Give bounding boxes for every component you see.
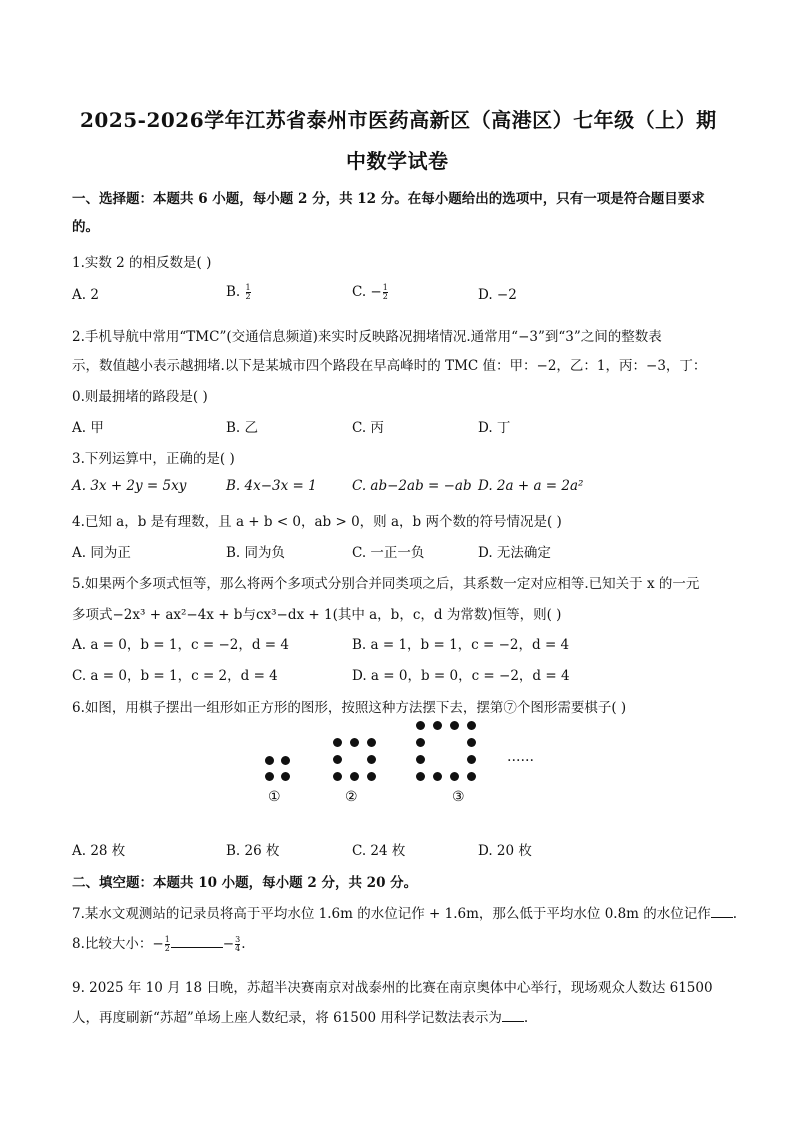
q3-option-b: B. 4x−3x = 1 (226, 478, 317, 494)
title-line-1: 2025-2026学年江苏省泰州市医药高新区（高港区）七年级（上）期 (80, 108, 717, 132)
q3-stem: 3.下列运算中，正确的是( ) (72, 451, 235, 467)
answer-blank (711, 905, 733, 918)
section-1-heading-cont: 的。 (72, 219, 99, 235)
section-1-heading: 一、选择题：本题共 6 小题，每小题 2 分，共 12 分。在每小题给出的选项中，只有一项是符合题目要求 (72, 191, 705, 207)
chess-piece (367, 738, 376, 747)
q9-stem-line-1: 9. 2025 年 10 月 18 日晚，苏超半决赛南京对战泰州的比赛在南京奥体中心举行，现场观众人数达 61500 (72, 980, 713, 996)
chess-piece (333, 738, 342, 747)
q1-option-b: B. $\frac{1}{2}$ (226, 283, 251, 301)
chess-piece (350, 772, 359, 781)
q4-option-c: C. 一正一负 (352, 545, 425, 561)
q3-option-a: A. 3x + 2y = 5xy (72, 478, 187, 494)
q2-option-d: D. 丁 (478, 420, 511, 436)
q6-stem: 6.如图，用棋子摆出一组形如正方形的图形，按照这种方法摆下去，摆第⑦个图形需要棋子( ) (72, 700, 627, 716)
fraction: $\frac{1}{2}$ (164, 935, 170, 953)
chess-piece (416, 721, 425, 730)
chess-piece (433, 721, 442, 730)
answer-blank (171, 935, 223, 948)
q5-option-d: D. a = 0，b = 0，c = −2，d = 4 (352, 668, 570, 684)
chess-piece (367, 772, 376, 781)
q2-option-b: B. 乙 (226, 420, 259, 436)
chess-piece (433, 772, 442, 781)
q5-option-b: B. a = 1，b = 1，c = −2，d = 4 (352, 637, 570, 653)
fraction: $\frac{1}{2}$ (382, 283, 388, 301)
title-line-2: 中数学试卷 (346, 149, 449, 173)
chess-piece (265, 756, 274, 765)
q7-stem: 7.某水文观测站的记录员将高于平均水位 1.6m 的水位记作 + 1.6m，那么低于平均水位 0.8m 的水位记作 . (72, 906, 738, 922)
q8-stem: 8.比较大小：− $\frac{1}{2}$ − $\frac{3}{4}$ . (72, 935, 246, 953)
q5-stem-line-1: 5.如果两个多项式恒等，那么将两个多项式分别合并同类项之后，其系数一定对应相等.已知关于 x 的一元 (72, 576, 700, 592)
q9-stem-line-2: 人，再度刷新“苏超”单场上座人数纪录，将 61500 用科学记数法表示为 . (72, 1010, 529, 1026)
q4-option-b: B. 同为负 (226, 545, 286, 561)
chess-piece (265, 772, 274, 781)
q2-stem-line-2: 示，数值越小表示越拥堵.以下是某城市四个路段在早高峰时的 TMC 值：甲：−2，乙：1，丙：−3，丁： (72, 358, 707, 374)
figure-label-1: ① (268, 789, 281, 805)
q6-option-a: A. 28 枚 (72, 843, 126, 859)
chess-piece (467, 721, 476, 730)
chess-piece (467, 755, 476, 764)
q2-stem-line-1: 2.手机导航中常用“TMC”(交通信息频道)来实时反映路况拥堵情况.通常用“−3”到“3”之间的整数表 (72, 329, 662, 345)
figure-label-2: ② (345, 789, 358, 805)
q5-option-a: A. a = 0，b = 1，c = −2，d = 4 (72, 637, 289, 653)
q6-option-b: B. 26 枚 (226, 843, 280, 859)
chess-piece (367, 755, 376, 764)
chess-piece (333, 755, 342, 764)
chess-piece (416, 738, 425, 747)
q2-option-c: C. 丙 (352, 420, 384, 436)
chess-piece (450, 721, 459, 730)
q2-stem-line-3: 0.则最拥堵的路段是( ) (72, 389, 208, 405)
q2-option-a: A. 甲 (72, 420, 104, 436)
chess-piece (416, 772, 425, 781)
q3-option-c: C. ab−2ab = −ab (352, 478, 472, 494)
q1-option-c: C. − $\frac{1}{2}$ (352, 283, 388, 301)
fraction: $\frac{1}{2}$ (245, 283, 251, 301)
chess-piece (333, 772, 342, 781)
figure-label-3: ③ (452, 789, 465, 805)
chess-piece (467, 738, 476, 747)
chess-piece (416, 755, 425, 764)
q1-option-a: A. 2 (72, 287, 99, 303)
q4-option-d: D. 无法确定 (478, 545, 551, 561)
q5-stem-line-2: 多项式−2x³ + ax²−4x + b与cx³−dx + 1(其中 a，b，c，d 为常数)恒等，则( ) (72, 607, 562, 623)
q3-option-d: D. 2a + a = 2a² (478, 478, 584, 494)
q4-option-a: A. 同为正 (72, 545, 131, 561)
section-2-heading: 二、填空题：本题共 10 小题，每小题 2 分，共 20 分。 (72, 875, 418, 891)
figure-ellipsis: …… (507, 749, 534, 765)
chess-piece (450, 772, 459, 781)
chess-piece (467, 772, 476, 781)
answer-blank (502, 1009, 524, 1022)
chess-piece (350, 738, 359, 747)
chess-piece (281, 772, 290, 781)
q6-option-d: D. 20 枚 (478, 843, 532, 859)
q1-option-d: D. −2 (478, 287, 517, 303)
q5-option-c: C. a = 0，b = 1，c = 2，d = 4 (72, 668, 278, 684)
q6-option-c: C. 24 枚 (352, 843, 406, 859)
chess-piece (281, 756, 290, 765)
fraction: $\frac{3}{4}$ (235, 935, 241, 953)
q1-stem: 1.实数 2 的相反数是( ) (72, 255, 212, 271)
q4-stem: 4.已知 a，b 是有理数，且 a + b < 0，ab > 0，则 a，b 两个数的符号情况是( ) (72, 514, 562, 530)
